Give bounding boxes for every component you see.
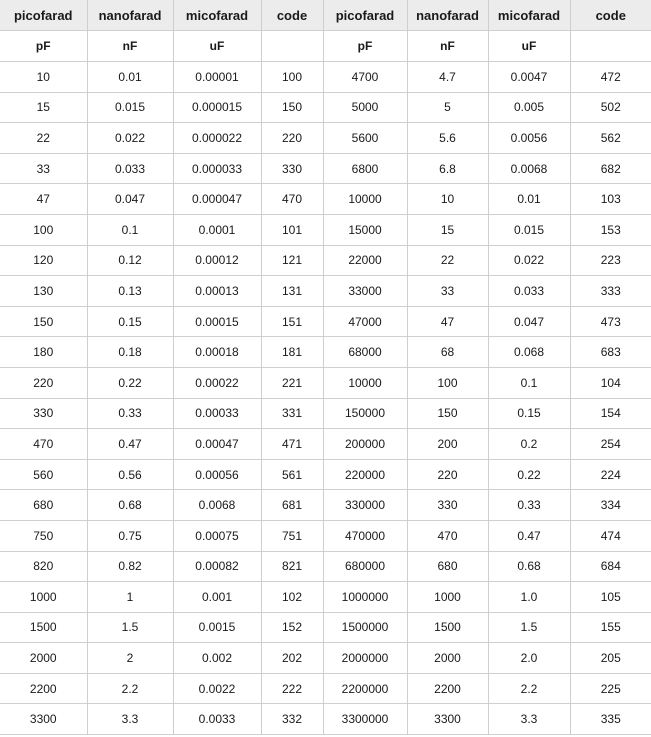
table-cell: 0.0022	[173, 673, 261, 704]
table-cell: 220	[0, 367, 87, 398]
table-cell: 0.33	[87, 398, 173, 429]
table-cell: 0.000022	[173, 123, 261, 154]
table-row	[0, 276, 651, 307]
table-row	[0, 306, 651, 337]
table-cell: 150	[407, 398, 488, 429]
table-cell: 151	[261, 306, 323, 337]
table-cell: 473	[570, 306, 651, 337]
table-cell: 0.002	[173, 643, 261, 674]
table-cell: 220	[407, 459, 488, 490]
table-cell: 103	[570, 184, 651, 215]
table-cell: 0.033	[488, 276, 570, 307]
table-row	[0, 245, 651, 276]
table-cell: 0.56	[87, 459, 173, 490]
table-cell: 2200	[0, 673, 87, 704]
table-cell: 0.00056	[173, 459, 261, 490]
table-cell: 105	[570, 582, 651, 613]
table-cell: 0.2	[488, 429, 570, 460]
table-cell: 0.000047	[173, 184, 261, 215]
table-cell: 0.22	[87, 367, 173, 398]
table-cell: 1000000	[323, 582, 407, 613]
table-cell: 0.68	[488, 551, 570, 582]
table-cell: 150	[261, 92, 323, 123]
table-cell: 0.15	[87, 306, 173, 337]
table-cell: 121	[261, 245, 323, 276]
table-cell: 334	[570, 490, 651, 521]
table-cell: 5600	[323, 123, 407, 154]
table-cell: 1500000	[323, 612, 407, 643]
table-cell: 3300	[407, 704, 488, 735]
table-row	[0, 704, 651, 735]
table-cell: 1500	[407, 612, 488, 643]
table-cell: 0.015	[488, 214, 570, 245]
table-row	[0, 184, 651, 215]
header-row	[0, 0, 651, 31]
table-cell: 100	[0, 214, 87, 245]
table-cell: 1.5	[488, 612, 570, 643]
table-cell: 330	[261, 153, 323, 184]
table-cell: 681	[261, 490, 323, 521]
table-cell: 470	[407, 520, 488, 551]
table-cell: 0.00033	[173, 398, 261, 429]
table-cell: 0.15	[488, 398, 570, 429]
table-cell: 0.0033	[173, 704, 261, 735]
table-cell: 47	[407, 306, 488, 337]
table-cell: 254	[570, 429, 651, 460]
table-cell: 180	[0, 337, 87, 368]
table-cell: 1500	[0, 612, 87, 643]
table-cell: 683	[570, 337, 651, 368]
table-cell: 0.0047	[488, 62, 570, 93]
table-cell: 15	[0, 92, 87, 123]
table-cell: 0.00047	[173, 429, 261, 460]
table-row	[0, 337, 651, 368]
table-row	[0, 214, 651, 245]
table-cell: 205	[570, 643, 651, 674]
table-cell: 2.2	[488, 673, 570, 704]
table-cell: 1	[87, 582, 173, 613]
table-cell: 0.00013	[173, 276, 261, 307]
table-cell: 0.047	[488, 306, 570, 337]
table-cell: 221	[261, 367, 323, 398]
table-cell: 10	[407, 184, 488, 215]
column-header: picofarad	[0, 0, 87, 31]
table-cell: 0.01	[488, 184, 570, 215]
table-cell: 222	[261, 673, 323, 704]
table-cell: 0.047	[87, 184, 173, 215]
table-cell: 0.033	[87, 153, 173, 184]
table-cell: 680	[0, 490, 87, 521]
table-cell: 6.8	[407, 153, 488, 184]
table-row	[0, 643, 651, 674]
table-cell: 0.022	[488, 245, 570, 276]
table-cell: 15000	[323, 214, 407, 245]
table-row	[0, 398, 651, 429]
table-cell: 220000	[323, 459, 407, 490]
table-cell: 22	[407, 245, 488, 276]
table-cell: 154	[570, 398, 651, 429]
table-cell: 0.022	[87, 123, 173, 154]
table-cell: 0.0068	[173, 490, 261, 521]
table-cell: 5	[407, 92, 488, 123]
table-cell: 820	[0, 551, 87, 582]
table-cell: 470	[261, 184, 323, 215]
table-cell: 3.3	[488, 704, 570, 735]
unit-label: uF	[488, 31, 570, 62]
column-header: code	[261, 0, 323, 31]
table-cell: 220	[261, 123, 323, 154]
table-cell: 0.00015	[173, 306, 261, 337]
table-cell: 0.0015	[173, 612, 261, 643]
table-cell: 0.015	[87, 92, 173, 123]
table-cell: 10	[0, 62, 87, 93]
table-cell: 10000	[323, 367, 407, 398]
table-cell: 2.2	[87, 673, 173, 704]
table-cell: 101	[261, 214, 323, 245]
table-cell: 0.1	[488, 367, 570, 398]
table-cell: 470000	[323, 520, 407, 551]
table-cell: 130	[0, 276, 87, 307]
table-cell: 120	[0, 245, 87, 276]
table-row	[0, 92, 651, 123]
table-cell: 0.00018	[173, 337, 261, 368]
table-cell: 0.33	[488, 490, 570, 521]
table-cell: 202	[261, 643, 323, 674]
table-cell: 332	[261, 704, 323, 735]
table-cell: 100	[261, 62, 323, 93]
unit-label: pF	[323, 31, 407, 62]
table-cell: 0.00022	[173, 367, 261, 398]
table-cell: 470	[0, 429, 87, 460]
table-cell: 47	[0, 184, 87, 215]
table-cell: 4.7	[407, 62, 488, 93]
table-cell: 751	[261, 520, 323, 551]
table-cell: 102	[261, 582, 323, 613]
table-cell: 0.18	[87, 337, 173, 368]
table-cell: 330	[0, 398, 87, 429]
unit-label: uF	[173, 31, 261, 62]
table-cell: 150	[0, 306, 87, 337]
table-cell: 15	[407, 214, 488, 245]
table-cell: 5.6	[407, 123, 488, 154]
table-cell: 0.13	[87, 276, 173, 307]
table-row	[0, 153, 651, 184]
table-cell: 0.0056	[488, 123, 570, 154]
table-row	[0, 367, 651, 398]
table-cell: 6800	[323, 153, 407, 184]
table-cell: 153	[570, 214, 651, 245]
table-body	[0, 62, 651, 735]
table-cell: 1.0	[488, 582, 570, 613]
table-cell: 223	[570, 245, 651, 276]
table-cell: 684	[570, 551, 651, 582]
table-cell: 2	[87, 643, 173, 674]
table-cell: 0.22	[488, 459, 570, 490]
table-cell: 2000	[407, 643, 488, 674]
table-cell: 33	[407, 276, 488, 307]
table-row	[0, 612, 651, 643]
table-cell: 100	[407, 367, 488, 398]
table-cell: 331	[261, 398, 323, 429]
table-cell: 0.01	[87, 62, 173, 93]
table-row	[0, 429, 651, 460]
table-cell: 68000	[323, 337, 407, 368]
table-cell: 0.68	[87, 490, 173, 521]
table-row	[0, 459, 651, 490]
table-cell: 155	[570, 612, 651, 643]
table-cell: 0.00075	[173, 520, 261, 551]
table-cell: 0.005	[488, 92, 570, 123]
table-cell: 562	[570, 123, 651, 154]
table-cell: 33000	[323, 276, 407, 307]
table-cell: 225	[570, 673, 651, 704]
table-cell: 333	[570, 276, 651, 307]
table-cell: 0.00012	[173, 245, 261, 276]
table-cell: 200	[407, 429, 488, 460]
table-row	[0, 62, 651, 93]
column-header: micofarad	[488, 0, 570, 31]
table-cell: 0.000033	[173, 153, 261, 184]
table-cell: 0.47	[87, 429, 173, 460]
table-cell: 821	[261, 551, 323, 582]
column-header: nanofarad	[87, 0, 173, 31]
table-cell: 131	[261, 276, 323, 307]
table-cell: 0.000015	[173, 92, 261, 123]
column-header: micofarad	[173, 0, 261, 31]
column-header: nanofarad	[407, 0, 488, 31]
table-row	[0, 490, 651, 521]
table-cell: 2000	[0, 643, 87, 674]
table-cell: 152	[261, 612, 323, 643]
table-row	[0, 520, 651, 551]
table-cell: 682	[570, 153, 651, 184]
table-cell: 22	[0, 123, 87, 154]
table-cell: 68	[407, 337, 488, 368]
table-cell: 330000	[323, 490, 407, 521]
table-cell: 22000	[323, 245, 407, 276]
table-cell: 3.3	[87, 704, 173, 735]
table-cell: 0.1	[87, 214, 173, 245]
table-cell: 0.00001	[173, 62, 261, 93]
table-cell: 0.00082	[173, 551, 261, 582]
column-header: picofarad	[323, 0, 407, 31]
table-cell: 472	[570, 62, 651, 93]
table-row	[0, 673, 651, 704]
table-cell: 0.47	[488, 520, 570, 551]
table-cell: 47000	[323, 306, 407, 337]
table-cell: 471	[261, 429, 323, 460]
table-cell: 0.001	[173, 582, 261, 613]
table-cell: 1000	[0, 582, 87, 613]
table-cell: 561	[261, 459, 323, 490]
table-cell: 335	[570, 704, 651, 735]
table-cell: 0.0068	[488, 153, 570, 184]
table-cell: 1000	[407, 582, 488, 613]
table-cell: 474	[570, 520, 651, 551]
table-cell: 680000	[323, 551, 407, 582]
table-cell: 10000	[323, 184, 407, 215]
table-cell: 2000000	[323, 643, 407, 674]
table-cell: 0.12	[87, 245, 173, 276]
table-cell: 1.5	[87, 612, 173, 643]
table-cell: 560	[0, 459, 87, 490]
table-cell: 150000	[323, 398, 407, 429]
table-cell: 0.75	[87, 520, 173, 551]
table-cell: 502	[570, 92, 651, 123]
table-cell: 750	[0, 520, 87, 551]
unit-label	[261, 31, 323, 62]
unit-label: nF	[87, 31, 173, 62]
table-cell: 2.0	[488, 643, 570, 674]
unit-label: pF	[0, 31, 87, 62]
unit-label: nF	[407, 31, 488, 62]
table-cell: 33	[0, 153, 87, 184]
table-cell: 224	[570, 459, 651, 490]
table-cell: 2200	[407, 673, 488, 704]
table-cell: 0.82	[87, 551, 173, 582]
table-row	[0, 551, 651, 582]
table-row	[0, 123, 651, 154]
table-cell: 5000	[323, 92, 407, 123]
table-cell: 0.0001	[173, 214, 261, 245]
units-row	[0, 31, 651, 62]
table-cell: 3300000	[323, 704, 407, 735]
table-cell: 200000	[323, 429, 407, 460]
table-cell: 104	[570, 367, 651, 398]
table-cell: 3300	[0, 704, 87, 735]
table-cell: 181	[261, 337, 323, 368]
table-cell: 0.068	[488, 337, 570, 368]
unit-label	[570, 31, 651, 62]
table-cell: 680	[407, 551, 488, 582]
table-cell: 4700	[323, 62, 407, 93]
column-header: code	[570, 0, 651, 31]
table-cell: 2200000	[323, 673, 407, 704]
table-row	[0, 582, 651, 613]
table-cell: 330	[407, 490, 488, 521]
